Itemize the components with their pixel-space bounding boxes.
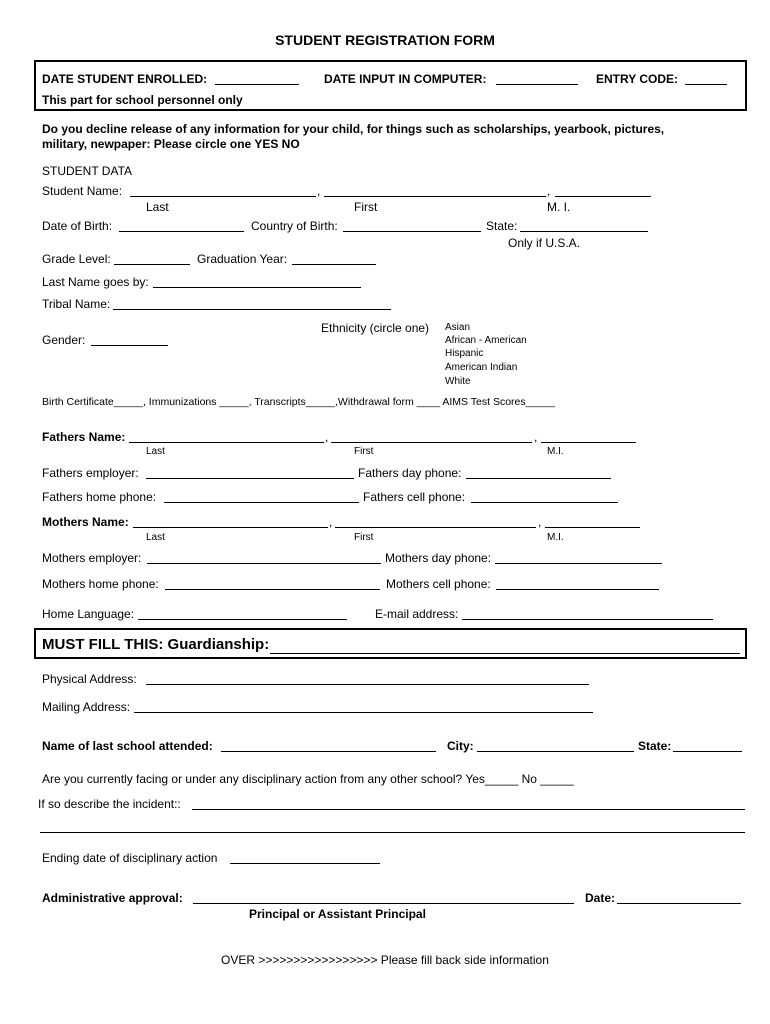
comma: , (325, 430, 329, 444)
admin-approval-field[interactable] (193, 903, 574, 904)
last-school-field[interactable] (221, 751, 436, 752)
fathers-employer-label: Fathers employer: (42, 466, 139, 480)
tribal-field[interactable] (113, 309, 391, 310)
comma: , (329, 515, 333, 529)
mothers-first-field[interactable] (335, 527, 536, 528)
fathers-day-phone-label: Fathers day phone: (358, 466, 462, 480)
student-mi-field[interactable] (555, 196, 651, 197)
ethnicity-option[interactable]: White (445, 376, 471, 387)
fathers-employer-field[interactable] (146, 478, 354, 479)
footer-note: OVER >>>>>>>>>>>>>>>>> Please fill back side information (221, 953, 549, 967)
ethnicity-label: Ethnicity (circle one) (321, 321, 430, 335)
mothers-employer-field[interactable] (147, 563, 381, 564)
mothers-employer-label: Mothers employer: (42, 551, 142, 565)
incident-field-2[interactable] (40, 832, 745, 833)
fathers-mi-field[interactable] (541, 442, 636, 443)
entry-code-field[interactable] (685, 84, 727, 85)
last-name-goes-by-field[interactable] (153, 287, 361, 288)
fathers-name-label: Fathers Name: (42, 430, 126, 444)
mothers-cell-phone-field[interactable] (496, 589, 659, 590)
grade-field[interactable] (114, 264, 190, 265)
mi-caption: M.I. (547, 532, 564, 543)
ending-date-label: Ending date of disciplinary action (42, 851, 218, 865)
release-question-line2: military, newpaper: Please circle one YES NO (42, 137, 300, 151)
student-name-label: Student Name: (42, 184, 123, 198)
incident-label: If so describe the incident:: (38, 797, 181, 811)
email-field[interactable] (462, 619, 713, 620)
mailing-address-label: Mailing Address: (42, 700, 131, 714)
country-label: Country of Birth: (251, 219, 338, 233)
ethnicity-option[interactable]: Hispanic (445, 348, 484, 359)
date-input-field[interactable] (496, 84, 578, 85)
city-field[interactable] (477, 751, 634, 752)
fathers-cell-phone-field[interactable] (471, 502, 618, 503)
last-caption: Last (146, 532, 165, 543)
last-school-label: Name of last school attended: (42, 739, 213, 753)
first-caption: First (354, 532, 374, 543)
physical-address-label: Physical Address: (42, 672, 137, 686)
dob-field[interactable] (119, 231, 244, 232)
comma: , (534, 430, 538, 444)
physical-address-field[interactable] (146, 684, 589, 685)
ethnicity-option[interactable]: African - American (445, 335, 527, 346)
fathers-last-field[interactable] (129, 442, 324, 443)
mothers-cell-phone-label: Mothers cell phone: (386, 577, 491, 591)
fathers-day-phone-field[interactable] (466, 478, 611, 479)
fathers-cell-phone-label: Fathers cell phone: (363, 490, 466, 504)
state2-field[interactable] (673, 751, 742, 752)
comma: , (317, 184, 321, 198)
incident-field[interactable] (192, 809, 745, 810)
mothers-day-phone-field[interactable] (495, 563, 662, 564)
mothers-home-phone-label: Mothers home phone: (42, 577, 159, 591)
entry-code-label: ENTRY CODE: (596, 72, 679, 86)
fathers-first-field[interactable] (331, 442, 532, 443)
date-input-label: DATE INPUT IN COMPUTER: (324, 72, 487, 86)
email-label: E-mail address: (375, 607, 459, 621)
approval-date-label: Date: (585, 891, 616, 905)
first-caption: First (354, 200, 378, 214)
date-enrolled-label: DATE STUDENT ENROLLED: (42, 72, 208, 86)
page-title: STUDENT REGISTRATION FORM (275, 32, 495, 48)
mothers-mi-field[interactable] (545, 527, 640, 528)
mothers-day-phone-label: Mothers day phone: (385, 551, 492, 565)
guardianship-label: MUST FILL THIS: Guardianship: (42, 636, 270, 653)
grade-label: Grade Level: (42, 252, 111, 266)
mothers-last-field[interactable] (133, 527, 328, 528)
mi-caption: M. I. (547, 200, 571, 214)
principal-caption: Principal or Assistant Principal (249, 907, 426, 921)
mothers-name-label: Mothers Name: (42, 515, 129, 529)
ethnicity-option[interactable]: Asian (445, 322, 471, 333)
release-question-line1: Do you decline release of any information for your child, for things such as scholarships, yearbook, pictures, (42, 122, 665, 136)
student-data-heading: STUDENT DATA (42, 164, 133, 178)
first-caption: First (354, 446, 374, 457)
documents-checklist: Birth Certificate_____, Immunizations _____, Transcripts_____,Withdrawal form ____ AIMS Test Scores_____ (42, 396, 555, 408)
ethnicity-option[interactable]: American Indian (445, 362, 518, 373)
city-label: City: (447, 739, 474, 753)
mothers-home-phone-field[interactable] (165, 589, 380, 590)
last-name-goes-by-label: Last Name goes by: (42, 275, 149, 289)
home-language-field[interactable] (138, 619, 347, 620)
student-first-name-field[interactable] (324, 196, 546, 197)
date-enrolled-field[interactable] (215, 84, 299, 85)
only-usa-note: Only if U.S.A. (508, 236, 581, 250)
state2-label: State: (638, 739, 672, 753)
last-caption: Last (146, 200, 169, 214)
gender-field[interactable] (91, 345, 168, 346)
ending-date-field[interactable] (230, 863, 380, 864)
office-note: This part for school personnel only (42, 93, 243, 107)
comma: , (547, 184, 551, 198)
fathers-home-phone-field[interactable] (164, 502, 359, 503)
mailing-address-field[interactable] (134, 712, 593, 713)
last-caption: Last (146, 446, 165, 457)
state-label: State: (486, 219, 518, 233)
student-last-name-field[interactable] (130, 196, 316, 197)
gender-label: Gender: (42, 333, 86, 347)
home-language-label: Home Language: (42, 607, 135, 621)
state-field[interactable] (520, 231, 648, 232)
admin-approval-label: Administrative approval: (42, 891, 183, 905)
graduation-field[interactable] (292, 264, 376, 265)
country-field[interactable] (343, 231, 481, 232)
fathers-home-phone-label: Fathers home phone: (42, 490, 157, 504)
disciplinary-question: Are you currently facing or under any disciplinary action from any other school? Yes_____ No _____ (42, 772, 574, 786)
guardianship-field[interactable] (270, 653, 740, 654)
tribal-label: Tribal Name: (42, 297, 111, 311)
dob-label: Date of Birth: (42, 219, 113, 233)
approval-date-field[interactable] (617, 903, 741, 904)
comma: , (538, 515, 542, 529)
graduation-label: Graduation Year: (197, 252, 288, 266)
mi-caption: M.I. (547, 446, 564, 457)
